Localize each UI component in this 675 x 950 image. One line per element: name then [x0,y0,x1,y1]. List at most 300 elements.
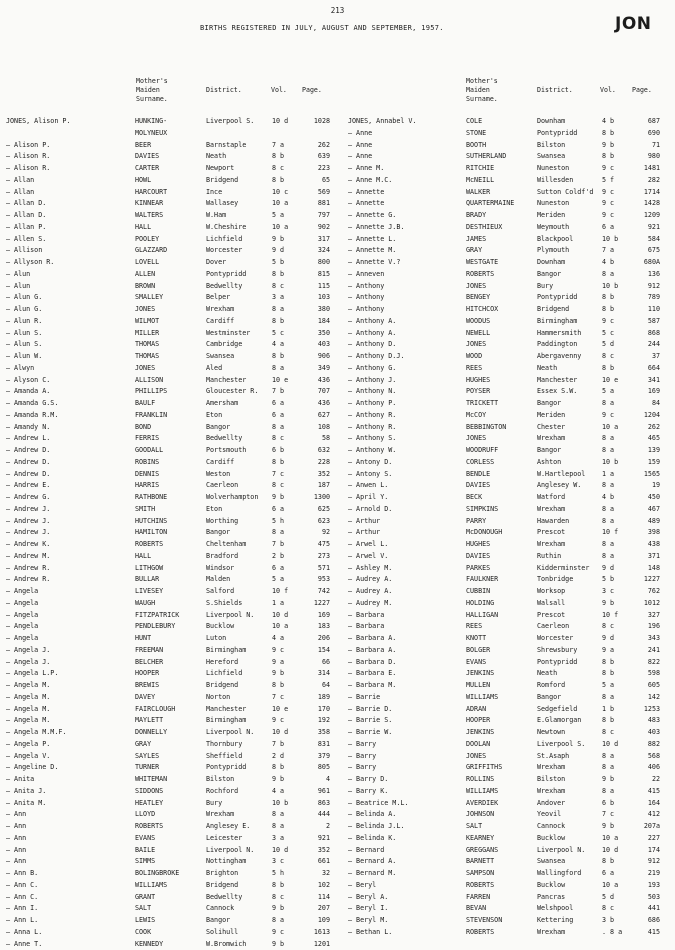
mothers-maiden-surname: HOOPER [466,715,534,727]
entry-name: — Barbara A. [348,633,464,645]
mothers-maiden-surname: GRAY [466,245,534,257]
page-ref: 148 [632,563,660,575]
volume: 8 b [272,175,302,187]
page-ref: 438 [632,539,660,551]
mothers-maiden-surname: DENNIS [135,469,203,481]
volume: 10 b [602,234,630,246]
entry-name: — Barry [348,739,464,751]
volume: 9 d [272,245,302,257]
entry-name: — Ashley M. [348,563,464,575]
entry-name: — Ann B. [6,868,132,880]
volume: 8 c [272,892,302,904]
page-number: 213 [0,6,675,15]
mothers-maiden-surname: WHITEMAN [135,774,203,786]
entry-name: — Bernard M. [348,868,464,880]
registration-district: Kidderminster [537,563,601,575]
mothers-maiden-surname: BEVAN [466,903,534,915]
mothers-maiden-surname: QUARTERMAINE [466,198,534,210]
mothers-maiden-surname: LITHGOW [135,563,203,575]
registration-district: Anglesey E. [206,821,270,833]
page-ref: 22 [632,774,660,786]
entry-name: — Arthur [348,516,464,528]
volume: 8 c [602,727,630,739]
volume: 9 d [602,563,630,575]
mothers-maiden-surname: SAMPSON [466,868,534,880]
mothers-maiden-surname: BULLAR [135,574,203,586]
entry-name: — Alun R. [6,316,132,328]
header-district: District. [537,86,573,95]
entry-name: — Beatrice M.L. [348,798,464,810]
page-ref: 183 [302,621,330,633]
mothers-maiden-surname: CORLESS [466,457,534,469]
entry-name: — Barry D. [348,774,464,786]
registration-district: Wrexham [537,927,601,939]
registration-district: Wolverhampton [206,492,270,504]
page-ref: 1565 [632,469,660,481]
volume: 9 c [602,187,630,199]
page-ref: 1012 [632,598,660,610]
mothers-maiden-surname: ROLLINS [466,774,534,786]
volume: 10 a [272,222,302,234]
registration-district: Eton [206,410,270,422]
volume: 10 e [272,704,302,716]
mothers-maiden-surname: REES [466,621,534,633]
entry-name: — Belinda A. [348,809,464,821]
page-ref: 483 [632,715,660,727]
page-ref: 19 [632,480,660,492]
mothers-maiden-surname: TRICKETT [466,398,534,410]
registration-district: Nuneston [537,163,601,175]
volume: 7 c [272,469,302,481]
page-ref: 686 [632,915,660,927]
entry-name: — Angela [6,633,132,645]
volume: 9 c [602,198,630,210]
volume: 8 b [272,680,302,692]
mothers-maiden-surname: WAUGH [135,598,203,610]
entry-name: — Barbara M. [348,680,464,692]
page-ref: 475 [302,539,330,551]
entry-name: — Anthony [348,304,464,316]
entry-name: — Amanda G.S. [6,398,132,410]
volume: 8 c [602,621,630,633]
entry-name: — Allyson R. [6,257,132,269]
page-ref: 317 [302,234,330,246]
volume: 8 b [602,715,630,727]
mothers-maiden-surname: LEWIS [135,915,203,927]
mothers-maiden-surname: BOND [135,422,203,434]
mothers-maiden-surname: ROBINS [135,457,203,469]
registration-district: Nuneston [537,198,601,210]
registration-district: Prescot [537,527,601,539]
registration-district: Bedwellty [206,433,270,445]
registration-district: Ruthin [537,551,601,563]
registration-district: Liverpool N. [206,845,270,857]
page-ref: 664 [632,363,660,375]
registration-district: W.Bromwich [206,939,270,950]
registration-district: Ince [206,187,270,199]
volume: 8 a [602,269,630,281]
registration-district: Tonbridge [537,574,601,586]
mothers-maiden-surname: KEARNEY [466,833,534,845]
entry-name: — Angela M. [6,715,132,727]
entry-name: — Angela L.P. [6,668,132,680]
entry-name: — Anthony A. [348,328,464,340]
registration-district: W.Ham [206,210,270,222]
volume: 3 c [602,586,630,598]
volume: 8 a [272,304,302,316]
mothers-maiden-surname: SIMMS [135,856,203,868]
registration-district: Anglesey W. [537,480,601,492]
mothers-maiden-surname: BAILE [135,845,203,857]
registration-district: Neath [206,151,270,163]
registration-district: Watford [537,492,601,504]
registration-district: Plymouth [537,245,601,257]
registration-district: Worksop [537,586,601,598]
mothers-maiden-surname: HITCHCOX [466,304,534,316]
entry-name: — Allan P. [6,222,132,234]
mothers-maiden-surname: ADRAN [466,704,534,716]
page-ref: 1209 [632,210,660,222]
entry-name: — Anne M. [348,163,464,175]
page-ref: 912 [632,281,660,293]
page-ref: 103 [302,292,330,304]
volume: 8 b [602,363,630,375]
entry-name: — Angela M.M.F. [6,727,132,739]
mothers-maiden-surname: MILLER [135,328,203,340]
mothers-maiden-surname: MOLYNEUX [135,128,203,140]
volume: 8 a [602,433,630,445]
page-ref: 627 [302,410,330,422]
page-ref: 262 [302,140,330,152]
volume: 3 c [272,856,302,868]
page-ref: 1714 [632,187,660,199]
page-ref: 219 [632,868,660,880]
page-ref: 605 [632,680,660,692]
page-ref: 37 [632,351,660,363]
mothers-maiden-surname: HUNT [135,633,203,645]
mothers-maiden-surname: HUTCHINS [135,516,203,528]
entry-name: — Anthony D.J. [348,351,464,363]
entry-name: — Ann [6,833,132,845]
volume: 10 a [272,198,302,210]
mothers-maiden-surname: BEBBINGTON [466,422,534,434]
mothers-maiden-surname: DAVIES [466,480,534,492]
page-ref: 742 [302,586,330,598]
mothers-maiden-surname: LOVELL [135,257,203,269]
registration-district: Kettering [537,915,601,927]
header-maiden: Maiden [466,86,490,95]
entry-name: — Anthony [348,281,464,293]
entry-name: — Alun W. [6,351,132,363]
page-ref: 797 [302,210,330,222]
page-ref: 961 [302,786,330,798]
mothers-maiden-surname: KNOTT [466,633,534,645]
volume: 5 h [272,868,302,880]
registration-district: Weston [206,469,270,481]
page-ref: 598 [632,668,660,680]
page-ref: 380 [302,304,330,316]
volume: 6 a [272,398,302,410]
volume: 5 a [272,210,302,222]
mothers-maiden-surname: DAVIES [135,151,203,163]
page-ref: 184 [302,316,330,328]
volume: 6 a [272,504,302,516]
page-ref: 58 [302,433,330,445]
entry-name: — Arnold D. [348,504,464,516]
entry-name: — Anthony S. [348,433,464,445]
volume: 9 b [272,774,302,786]
page-ref: 327 [632,610,660,622]
page-ref: 675 [632,245,660,257]
page-ref: 441 [632,903,660,915]
mothers-maiden-surname: SMALLEY [135,292,203,304]
registration-district: Paddington [537,339,601,351]
registration-district: Liverpool S. [537,739,601,751]
entry-name: — Ann C. [6,880,132,892]
page-ref: 882 [632,739,660,751]
page-ref: 193 [632,880,660,892]
entry-name: — Angela M. [6,680,132,692]
registration-district: Liverpool N. [206,610,270,622]
registration-district: Bilston [537,774,601,786]
mothers-maiden-surname: ROBERTS [466,880,534,892]
volume: 8 c [272,480,302,492]
volume: 10 b [272,798,302,810]
page-ref: 114 [302,892,330,904]
mothers-maiden-surname: ALLISON [135,375,203,387]
volume: 10 e [602,375,630,387]
entry-name: — Anita [6,774,132,786]
volume: 9 c [272,715,302,727]
mothers-maiden-surname: HUGHES [466,539,534,551]
entry-name: — Ann L. [6,915,132,927]
volume: 6 a [272,563,302,575]
mothers-maiden-surname: GLAZZARD [135,245,203,257]
page-ref: 2 [302,821,330,833]
registration-district: Norton [206,692,270,704]
registration-district: Manchester [206,704,270,716]
volume: 9 b [272,939,302,950]
registration-district: Portsmouth [206,445,270,457]
entry-name: — Alison R. [6,163,132,175]
volume: 7 c [602,809,630,821]
volume: 9 c [602,210,630,222]
mothers-maiden-surname: HARCOURT [135,187,203,199]
registration-district: Abergavenny [537,351,601,363]
page-ref: 489 [632,516,660,528]
header-page: Page. [302,86,322,95]
header-mothers: Mother's [466,77,498,86]
volume: 9 b [602,821,630,833]
registration-district: Birmingham [206,715,270,727]
volume: 8 c [602,903,630,915]
registration-district: Cardiff [206,316,270,328]
page-ref: 102 [302,880,330,892]
volume: 10 a [602,833,630,845]
registration-district: Lichfield [206,668,270,680]
volume: 8 b [602,304,630,316]
entry-name: — Barry [348,751,464,763]
page-ref: 822 [632,657,660,669]
entry-name: — Audrey M. [348,598,464,610]
mothers-maiden-surname: BOOTH [466,140,534,152]
registration-district: Bucklow [206,621,270,633]
registration-district: Pancras [537,892,601,904]
page-ref: 902 [302,222,330,234]
page-ref: 1253 [632,704,660,716]
page-ref: 436 [302,398,330,410]
entry-name: — Anthony W. [348,445,464,457]
volume: 8 a [602,445,630,457]
mothers-maiden-surname: FRANKLIN [135,410,203,422]
mothers-maiden-surname: PARRY [466,516,534,528]
entry-name: — Ann [6,845,132,857]
page-ref: 154 [302,645,330,657]
entry-name: — Annette L. [348,234,464,246]
mothers-maiden-surname: HARRIS [135,480,203,492]
volume: 9 c [272,645,302,657]
entry-name: — Antony S. [348,469,464,481]
mothers-maiden-surname: McCOY [466,410,534,422]
page-ref: 189 [302,692,330,704]
page-ref: 1428 [632,198,660,210]
mothers-maiden-surname: NEWELL [466,328,534,340]
registration-district: Liverpool N. [206,727,270,739]
entry-name: — Bernard A. [348,856,464,868]
registration-district: Sutton Coldf'd [537,187,601,199]
volume: 8 a [602,786,630,798]
entry-name: — Ann [6,856,132,868]
entry-name: — Anthony G. [348,363,464,375]
mothers-maiden-surname: POOLEY [135,234,203,246]
registration-district: Yeovil [537,809,601,821]
volume: 4 a [272,786,302,798]
registration-district: Amersham [206,398,270,410]
page-ref: 800 [302,257,330,269]
registration-district: Wrexham [206,809,270,821]
entry-name: — Anne T. [6,939,132,950]
mothers-maiden-surname: WILLIAMS [135,880,203,892]
entry-name: — Barrie W. [348,727,464,739]
mothers-maiden-surname: HOWL [135,175,203,187]
registration-district: Weymouth [537,222,601,234]
page-ref: 467 [632,504,660,516]
volume: 3 a [272,292,302,304]
mothers-maiden-surname: HOLDING [466,598,534,610]
entry-name: — Angeline D. [6,762,132,774]
registration-district: Wrexham [537,539,601,551]
volume: 7 c [272,692,302,704]
registration-district: Bangor [537,269,601,281]
page-ref: 64 [302,680,330,692]
volume: 5 b [602,574,630,586]
volume: 7 b [272,739,302,751]
entry-name: — Angela M. [6,704,132,716]
entry-name: — Ann [6,821,132,833]
mothers-maiden-surname: GRIFFITHS [466,762,534,774]
mothers-maiden-surname: MULLEN [466,680,534,692]
entry-name: — Ann C. [6,892,132,904]
registration-district: St.Asaph [537,751,601,763]
volume: 1 a [272,598,302,610]
entry-name: — Beryl I. [348,903,464,915]
mothers-maiden-surname: SALT [135,903,203,915]
registration-district: Lichfield [206,234,270,246]
page-ref: 169 [302,610,330,622]
volume: 10 c [272,187,302,199]
page-ref: 371 [632,551,660,563]
page-ref: 406 [632,762,660,774]
entry-name: — Allan [6,187,132,199]
page-ref: 412 [632,809,660,821]
entry-name: — Allan D. [6,198,132,210]
mothers-maiden-surname: RITCHIE [466,163,534,175]
entry-name: — Alun G. [6,304,132,316]
entry-name: — Anneven [348,269,464,281]
mothers-maiden-surname: HALL [135,222,203,234]
entry-name: — Andrew J. [6,504,132,516]
mothers-maiden-surname: HOOPER [135,668,203,680]
volume: 9 b [272,903,302,915]
entry-name: — Annette G. [348,210,464,222]
mothers-maiden-surname: STEVENSON [466,915,534,927]
volume: 5 c [272,328,302,340]
registration-district: Swansea [537,856,601,868]
volume: 5 f [602,175,630,187]
registration-district: Salford [206,586,270,598]
mothers-maiden-surname: FAIRCLOUGH [135,704,203,716]
entry-name: — Allan [6,175,132,187]
mothers-maiden-surname: BOLGER [466,645,534,657]
registration-district: Bridgend [537,304,601,316]
page-ref: 164 [632,798,660,810]
registration-district: Rochford [206,786,270,798]
entry-name: — Anthony R. [348,410,464,422]
volume: 10 d [602,845,630,857]
entry-name: — Anne [348,140,464,152]
header-surname: Surname. [136,95,168,104]
page-ref: 314 [302,668,330,680]
entry-name: — Barrie S. [348,715,464,727]
volume: 10 e [272,375,302,387]
registration-district: Manchester [537,375,601,387]
volume: 10 f [272,586,302,598]
volume: 8 b [272,880,302,892]
page-ref: 142 [632,692,660,704]
mothers-maiden-surname: DOOLAN [466,739,534,751]
mothers-maiden-surname: ALLEN [135,269,203,281]
registration-district: Wrexham [537,504,601,516]
registration-district: Newtown [537,727,601,739]
registration-district: Bangor [206,527,270,539]
volume: 10 a [602,880,630,892]
volume: 7 a [602,245,630,257]
entry-name: — Andrew L. [6,433,132,445]
mothers-maiden-surname: McDONOUGH [466,527,534,539]
registration-district: Sedgefield [537,704,601,716]
page-ref: 661 [302,856,330,868]
registration-district: Neath [537,668,601,680]
registration-district: Brighton [206,868,270,880]
registration-district: Gloucester R. [206,386,270,398]
page-ref: 403 [632,727,660,739]
entry-name: — Barry [348,762,464,774]
mothers-maiden-surname: DESTHIEUX [466,222,534,234]
header-surname: Surname. [466,95,498,104]
volume: 9 a [602,645,630,657]
page-ref: 228 [302,457,330,469]
registration-district: S.Shields [206,598,270,610]
